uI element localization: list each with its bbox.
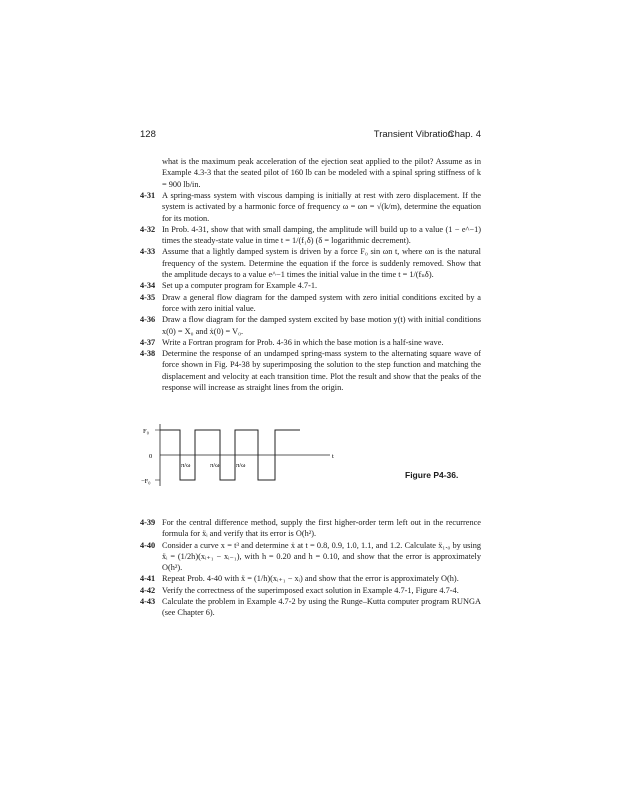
problem-number: 4-38 [140, 349, 156, 359]
continuation-paragraph: what is the maximum peak acceleration of the ejection seat applied to the pilot? Assume as in Example 4.3-3 that the seated pilot of 160 lb can be modeled with a spinal spring stiffness of k = 900 lb/in. [162, 157, 481, 189]
problem-number: 4-40 [140, 540, 156, 550]
problem-number: 4-31 [140, 191, 156, 200]
problem-number: 4-43 [140, 597, 156, 607]
time-label: t [332, 453, 334, 460]
problem-list-b [140, 517, 481, 619]
problem-text: Consider a curve x = t³ and determine ẋ at t = 0.8, 0.9, 1.0, 1.1, and 1.2. Calculate ẍ₁.₀ by using ẍᵢ = (1/2h)(xᵢ₊₁ − xᵢ₋₁), with h = 0.20 and h = 0.10, and show that the error is approximately O(h²). [162, 540, 481, 573]
square-wave-diagram [140, 420, 340, 490]
problem-text: Draw a general flow diagram for the damped system with zero initial conditions excited by a force with zero initial value. [162, 292, 481, 313]
problem-text: Determine the response of an undamped spring-mass system to the alternating square wave of force shown in Fig. P4-38 by superimposing the solution to the step function and matching the displacement and velocity at each transition time. Plot the result and show that the peaks of the response will increase as straight lines from the origin. [162, 349, 481, 393]
problem-item [140, 246, 481, 280]
problem-number: 4-34 [140, 281, 156, 291]
interval-label: π/ω [210, 462, 220, 469]
problem-text: Write a Fortran program for Prob. 4-36 in which the base motion is a half-sine wave. [162, 337, 444, 347]
page-number: 128 [140, 129, 156, 140]
problem-item [140, 337, 481, 348]
problem-item [140, 596, 481, 619]
problem-text: Verify the correctness of the superimposed exact solution in Example 4.7-1, Figure 4.7-4. [162, 585, 459, 595]
problem-item [140, 292, 481, 315]
problem-number: 4-37 [140, 337, 156, 347]
zero-label: 0 [149, 453, 153, 460]
figure-caption: Figure P4-36. [405, 470, 459, 480]
problem-number: 4-42 [140, 585, 156, 595]
problem-text: Set up a computer program for Example 4.7-1. [162, 281, 318, 291]
problem-text: Draw a flow diagram for the damped system excited by base motion y(t) with initial conditions x(0) = X₀ and ẋ(0) = V₀. [162, 315, 481, 336]
y-negative-label: −F₀ [141, 478, 151, 485]
running-title: Transient Vibration [373, 129, 453, 140]
y-positive-label: F₀ [143, 428, 149, 435]
problem-item [140, 540, 481, 574]
problem-number: 4-36 [140, 315, 156, 325]
problem-text: Calculate the problem in Example 4.7-2 by using the Runge–Kutta computer program RUNGA (see Chapter 6). [162, 597, 481, 618]
problem-number: 4-33 [140, 247, 156, 257]
problem-item [140, 585, 481, 596]
chapter-label: Chap. 4 [447, 129, 481, 140]
square-wave-figure [140, 420, 340, 490]
problem-item [140, 573, 481, 584]
problem-item [140, 348, 481, 393]
problem-item [140, 224, 481, 247]
problem-number: 4-39 [140, 518, 156, 527]
interval-label: π/ω [236, 462, 246, 469]
problem-list-a [140, 190, 481, 393]
problem-text: For the central difference method, supply the first higher-order term left out in the recurrence formula for ẍᵢ and verify that its error is O(h²). [162, 518, 481, 539]
problem-item [140, 280, 481, 291]
problem-number: 4-35 [140, 292, 156, 302]
problem-number: 4-32 [140, 224, 156, 234]
problem-text: In Prob. 4-31, show that with small damping, the amplitude will build up to a value (1 − e^−1) times the steady-state value in time t = 1/(f₁δ) (δ = logarithmic decrement). [162, 224, 481, 246]
problem-text: Assume that a lightly damped system is driven by a force F₀ sin ωn t, where ωn is the natural frequency of the system. Determine the equation if the force is suddenly removed. Show that the amplitude decays to a value e^−1 times the initial value in the time t = 1/(fₙδ). [162, 247, 481, 280]
problem-item [140, 190, 481, 224]
problem-text: Repeat Prob. 4-40 with ẍ = (1/h)(xᵢ₊₁ − xᵢ) and show that the error is approximately O(h). [162, 574, 459, 584]
problem-item [140, 517, 481, 540]
problem-text: A spring-mass system with viscous damping is initially at rest with zero displacement. If the system is activated by a harmonic force of frequency ω = ωn = √(k/m), determine the equation for its motion. [162, 191, 481, 223]
page-header [140, 129, 481, 145]
interval-label: π/ω [181, 462, 191, 469]
problem-item [140, 314, 481, 337]
problem-number: 4-41 [140, 574, 156, 584]
